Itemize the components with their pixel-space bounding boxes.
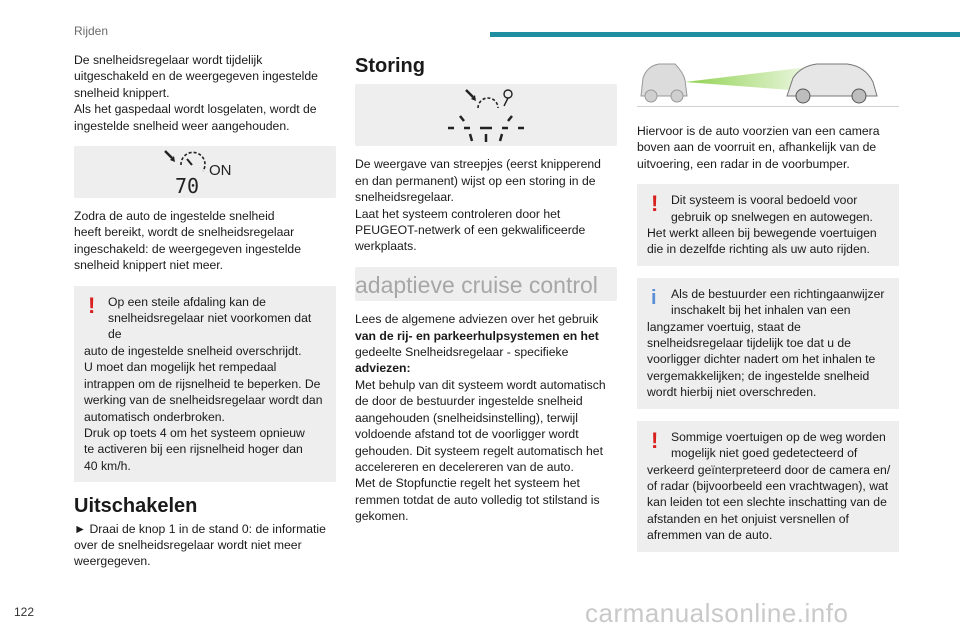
warning-exclamation-icon: ! <box>651 427 659 453</box>
status-on-label: ON <box>209 162 232 180</box>
paragraph: ► Draai de knop 1 in de stand 0: de informatie over de snelheidsregelaar wordt niet meer weergegeven. <box>74 521 326 569</box>
paragraph: Lees de algemene adviezen over het gebruik van de rij- en parkeerhulpsystemen en het gedeelte Snelheidsregelaar - specifieke adviezen: Met behulp van dit systeem wordt automatisch de door de bestuurder ingestelde snelheid aangehouden (snelheidsinstelling), terwijl voldoende afstand tot de voorligger wordt gehouden. Dit systeem regelt automatisch het accelereren en decelereren van de auto. Met de Stopfunctie regelt het systeem het remmen totdat de auto volledig tot stilstand is gekomen. <box>355 312 606 524</box>
header-accent-bar <box>490 32 960 37</box>
subsection-heading-box <box>355 267 617 301</box>
paragraph: De snelheidsregelaar wordt tijdelijk uitgeschakeld en de weergegeven ingestelde snelheid knippert. Als het gaspedaal wordt losgelaten, wordt de ingestelde snelheid weer aangehouden. <box>74 53 318 133</box>
column-left <box>74 52 336 570</box>
paragraph: De weergave van streepjes (eerst knipperend en dan permanent) wijst op een storing in de snelheidsregelaar. Laat het systeem controleren door het PEUGEOT-netwerk of een gekwalificeerde werkplaats. <box>355 157 601 254</box>
watermark: carmanualsonline.info <box>585 598 849 628</box>
paragraph: Zodra de auto de ingestelde snelheid heeft bereikt, wordt de snelheidsregelaar ingeschakeld: de weergegeven ingestelde snelheid knippert niet meer. <box>74 209 301 273</box>
info-icon: i <box>651 286 657 309</box>
warning-exclamation-icon: ! <box>651 191 659 217</box>
section-label: Rijden <box>74 24 109 38</box>
fault-display-illustration <box>355 84 617 146</box>
car-with-radar-icon <box>637 52 899 106</box>
set-speed-readout: 70 <box>175 174 200 198</box>
divider <box>637 106 899 107</box>
column-middle <box>355 52 617 525</box>
page-number: 122 <box>14 605 35 619</box>
warning-box: ! Dit systeem is vooral bedoeld voor gebruik op snelwegen en autowegen. Het werkt alleen bij bewegende voertuigen die in dezelfde richting als uw auto rijden. <box>637 184 899 266</box>
speedometer-on-icon <box>145 147 265 197</box>
info-box: i Als de bestuurder een richtingaanwijzer inschakelt bij het inhalen van een langzamer voertuig, staat de snelheidsregelaar tijdelijk toe dat u de voorligger dichter nadert om het inhalen te vergemakkelijken; de ingestelde snelheid wordt hierbij niet overschreden. <box>637 278 899 409</box>
car-radar-illustration <box>637 52 899 106</box>
paragraph: Hiervoor is de auto voorzien van een camera boven aan de voorruit en, afhankelijk van de uitvoering, een radar in de voorbumper. <box>637 124 880 171</box>
column-right <box>637 52 899 564</box>
cruise-display-illustration <box>74 146 336 198</box>
speedometer-fault-icon <box>426 86 546 144</box>
warning-box: ! Op een steile afdaling kan de snelheidsregelaar niet voorkomen dat de auto de ingestelde snelheid overschrijdt. U moet dan mogelijk het rempedaal intrappen om de rijsnelheid te beperken. De werking van de snelheidsregelaar wordt dan automatisch onderbroken. Druk op toets 4 om het systeem opnieuw te activeren bij een rijsnelheid hoger dan 40 km/h. <box>74 286 336 482</box>
section-heading: Uitschakelen <box>74 495 198 518</box>
subsection-heading: adaptieve cruise control <box>355 271 598 298</box>
warning-box: ! Sommige voertuigen op de weg worden mogelijk niet goed gedetecteerd of verkeerd geïnterpreteerd door de camera en/ of radar (bijvoorbeeld een vrachtwagen), wat kan leiden tot een slechte inschatting van de afstanden en het onjuist versnellen of afremmen van de auto. <box>637 421 899 552</box>
warning-exclamation-icon: ! <box>88 292 96 318</box>
section-heading: Storing <box>355 55 425 77</box>
